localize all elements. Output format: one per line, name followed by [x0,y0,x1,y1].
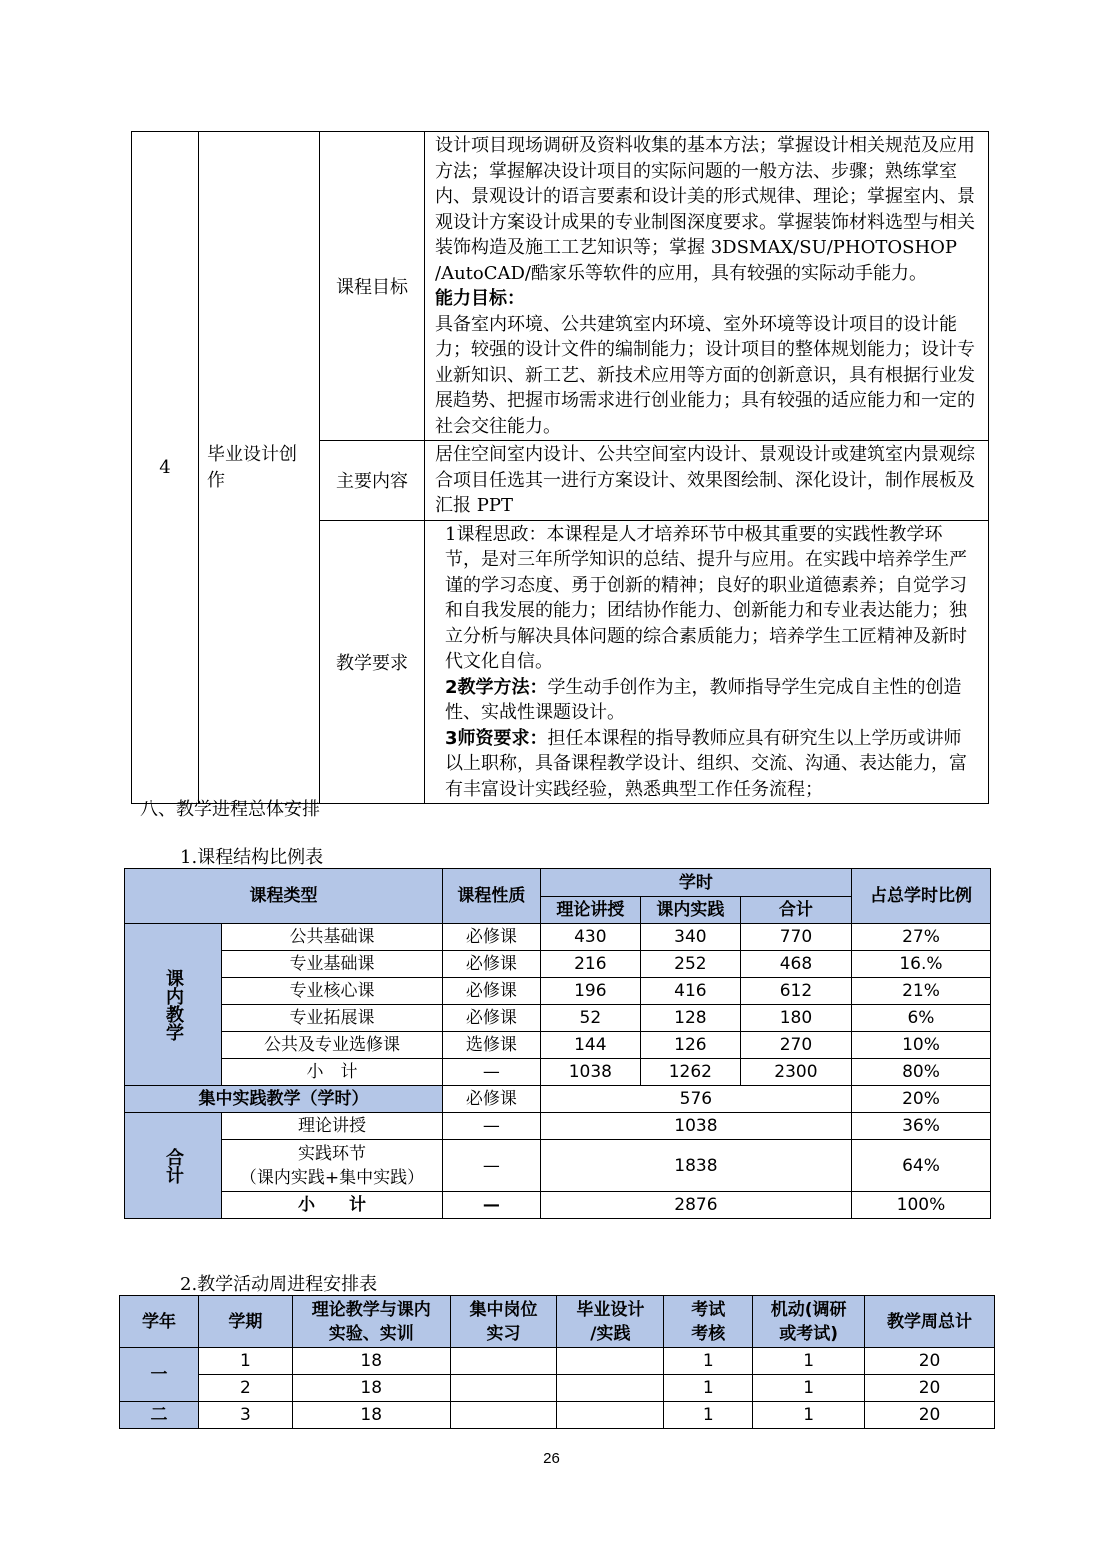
table-row-grand-total [125,1192,991,1219]
header-hours: 学时 [540,869,851,897]
row-nature: 必修课 [442,1005,540,1032]
concentrated-nature: 必修课 [442,1086,540,1113]
header-theory: 理论教学与课内 实验、实训 [292,1296,450,1348]
row-theory: 430 [540,924,640,951]
header-total: 合计 [740,897,851,924]
row-nature: 必修课 [442,951,540,978]
content-text [425,441,989,521]
table-row [120,1348,995,1375]
cell-graduation [557,1402,664,1429]
row-theory: 196 [540,978,640,1005]
header-practice: 课内实践 [640,897,740,924]
cell-exam: 1 [664,1348,753,1375]
ability-heading: 能力目标： [435,288,525,309]
row-nature: — [442,1059,540,1086]
cell-flex: 1 [753,1375,865,1402]
weeks-table-caption: 2.教学活动周进程安排表 [180,1274,378,1295]
concentrated-value: 576 [540,1086,851,1113]
row-ratio: 27% [851,924,990,951]
group-in-class: 课内教学 [125,924,222,1086]
row-nature: — [442,1113,540,1140]
table-row [125,1032,991,1059]
row-total: 612 [740,978,851,1005]
header-flex: 机动(调研 或考试) [753,1296,865,1348]
header-year: 学年 [120,1296,199,1348]
row-total: 270 [740,1032,851,1059]
header-ratio: 占总学时比例 [851,869,990,924]
row-nature: 必修课 [442,924,540,951]
course-name: 毕业设计创作 [199,132,320,804]
year-label: 二 [120,1402,199,1429]
cell-flex: 1 [753,1402,865,1429]
row-ratio: 6% [851,1005,990,1032]
cell-graduation [557,1375,664,1402]
row-name: 小 计 [222,1059,443,1086]
cell-total: 20 [865,1402,995,1429]
ability-paragraph: 具备室内环境、公共建筑室内环境、室外环境等设计项目的设计能力；较强的设计文件的编制能力；设计项目的整体规划能力；设计专业新知识、新工艺、新技术应用等方面的创新意识，具有根据行业发展趋势、把握市场需求进行创业能力；具有较强的适应能力和一定的社会交往能力。 [435,313,975,437]
table-row [125,978,991,1005]
row-name: 小 计 [222,1192,443,1219]
row-name: 理论讲授 [222,1113,443,1140]
row-label-content: 主要内容 [320,441,425,521]
weeks-table [119,1295,995,1429]
content-paragraph: 居住空间室内设计、公共空间室内设计、景观设计或建筑室内景观综合项目任选其一进行方案设计、效果图绘制、深化设计，制作展板及汇报 PPT [435,444,975,516]
header-exam: 考试 考核 [664,1296,753,1348]
row-practice: 340 [640,924,740,951]
structure-header-row [125,869,991,897]
row-nature: — [442,1140,540,1192]
cell-exam: 1 [664,1375,753,1402]
table-row [125,1005,991,1032]
table-row-concentrated [125,1086,991,1113]
header-theory: 理论讲授 [540,897,640,924]
cell-total: 20 [865,1375,995,1402]
year-label: 一 [120,1348,199,1402]
row-name: 公共基础课 [222,924,443,951]
row-name [222,1140,443,1192]
header-type: 课程类型 [125,869,443,924]
row-ratio: 80% [851,1059,990,1086]
section-heading: 八、教学进程总体安排 [140,799,320,820]
table-row [125,951,991,978]
header-graduation: 毕业设计 /实践 [557,1296,664,1348]
row-name: 专业核心课 [222,978,443,1005]
header-internship: 集中岗位 实习 [450,1296,557,1348]
header-nature: 课程性质 [442,869,540,924]
concentrated-name: 集中实践教学（学时） [125,1086,443,1113]
row-total: 2300 [740,1059,851,1086]
header-total-weeks: 教学周总计 [865,1296,995,1348]
table-row [125,1113,991,1140]
row-value: 2876 [540,1192,851,1219]
table-row [120,1402,995,1429]
structure-table-caption: 1.课程结构比例表 [180,847,324,868]
row-practice: 126 [640,1032,740,1059]
row-ratio: 21% [851,978,990,1005]
row-name-line1: 实践环节 [297,1143,366,1164]
structure-table [124,868,991,1219]
row-total: 180 [740,1005,851,1032]
table-row-subtotal [125,1059,991,1086]
cell-flex: 1 [753,1348,865,1375]
row-practice: 128 [640,1005,740,1032]
row-name: 专业基础课 [222,951,443,978]
row-ratio: 64% [851,1140,990,1192]
cell-exam: 1 [664,1402,753,1429]
row-name-line2: （课内实践+集中实践） [239,1167,425,1188]
row-total: 770 [740,924,851,951]
row-theory: 216 [540,951,640,978]
row-theory: 1038 [540,1059,640,1086]
row-ratio: 16.% [851,951,990,978]
row-value: 1038 [540,1113,851,1140]
cell-graduation [557,1348,664,1375]
row-ratio: 100% [851,1192,990,1219]
row-practice: 416 [640,978,740,1005]
weeks-header-row [120,1296,995,1348]
course-number: 4 [132,132,199,804]
cell-theory: 18 [292,1375,450,1402]
row-practice: 1262 [640,1059,740,1086]
row-value: 1838 [540,1140,851,1192]
req-paragraph-3: 3师资要求：担任本课程的指导教师应具有研究生以上学历或讲师以上职称，具备课程教学设计、组织、交流、沟通、表达能力，富有丰富设计实践经验，熟悉典型工作任务流程； [445,727,967,800]
cell-theory: 18 [292,1348,450,1375]
row-label-requirements: 教学要求 [320,520,425,804]
concentrated-ratio: 20% [851,1086,990,1113]
row-nature: — [442,1192,540,1219]
goals-paragraph: 设计项目现场调研及资料收集的基本方法；掌握设计相关规范及应用方法；掌握解决设计项目的实际问题的一般方法、步骤；熟练掌室内、景观设计的语言要素和设计美的形式规律、理论；掌握室内、景观设计方案设计成果的专业制图深度要求。掌握装饰材料选型与相关装饰构造及施工工艺知识等；掌握 3DSMAX/SU/PHOTOSHOP /AutoCAD/酷家乐等软件的应用，具有较强的实际动手能力。 [435,135,975,284]
cell-theory: 18 [292,1402,450,1429]
cell-internship [450,1348,557,1375]
page-number: 26 [543,1450,560,1467]
row-theory: 52 [540,1005,640,1032]
course-row-goals [132,132,989,441]
row-theory: 144 [540,1032,640,1059]
req-paragraph-1: 1课程思政：本课程是人才培养环节中极其重要的实践性教学环节，是对三年所学知识的总结、提升与应用。在实践中培养学生严谨的学习态度、勇于创新的精神；良好的职业道德素养；自觉学习和自我发展的能力；团结协作能力、创新能力和专业表达能力；独立分析与解决具体问题的综合素质能力；培养学生工匠精神及新时代文化自信。 [445,523,967,672]
course-table [131,131,989,804]
row-ratio: 10% [851,1032,990,1059]
cell-term: 2 [198,1375,292,1402]
cell-total: 20 [865,1348,995,1375]
table-row [125,924,991,951]
row-label-goals: 课程目标 [320,132,425,441]
row-ratio: 36% [851,1113,990,1140]
requirements-text [425,520,989,804]
goals-text [425,132,989,441]
table-row [120,1375,995,1402]
cell-internship [450,1402,557,1429]
cell-internship [450,1375,557,1402]
req-paragraph-2: 2教学方法：学生动手创作为主，教师指导学生完成自主性的创造性、实战性课题设计。 [445,676,962,723]
table-row [125,1140,991,1192]
cell-term: 1 [198,1348,292,1375]
cell-term: 3 [198,1402,292,1429]
row-nature: 必修课 [442,978,540,1005]
row-name: 专业拓展课 [222,1005,443,1032]
row-practice: 252 [640,951,740,978]
header-term: 学期 [198,1296,292,1348]
row-name: 公共及专业选修课 [222,1032,443,1059]
group-total: 合计 [125,1113,222,1219]
row-total: 468 [740,951,851,978]
row-nature: 选修课 [442,1032,540,1059]
